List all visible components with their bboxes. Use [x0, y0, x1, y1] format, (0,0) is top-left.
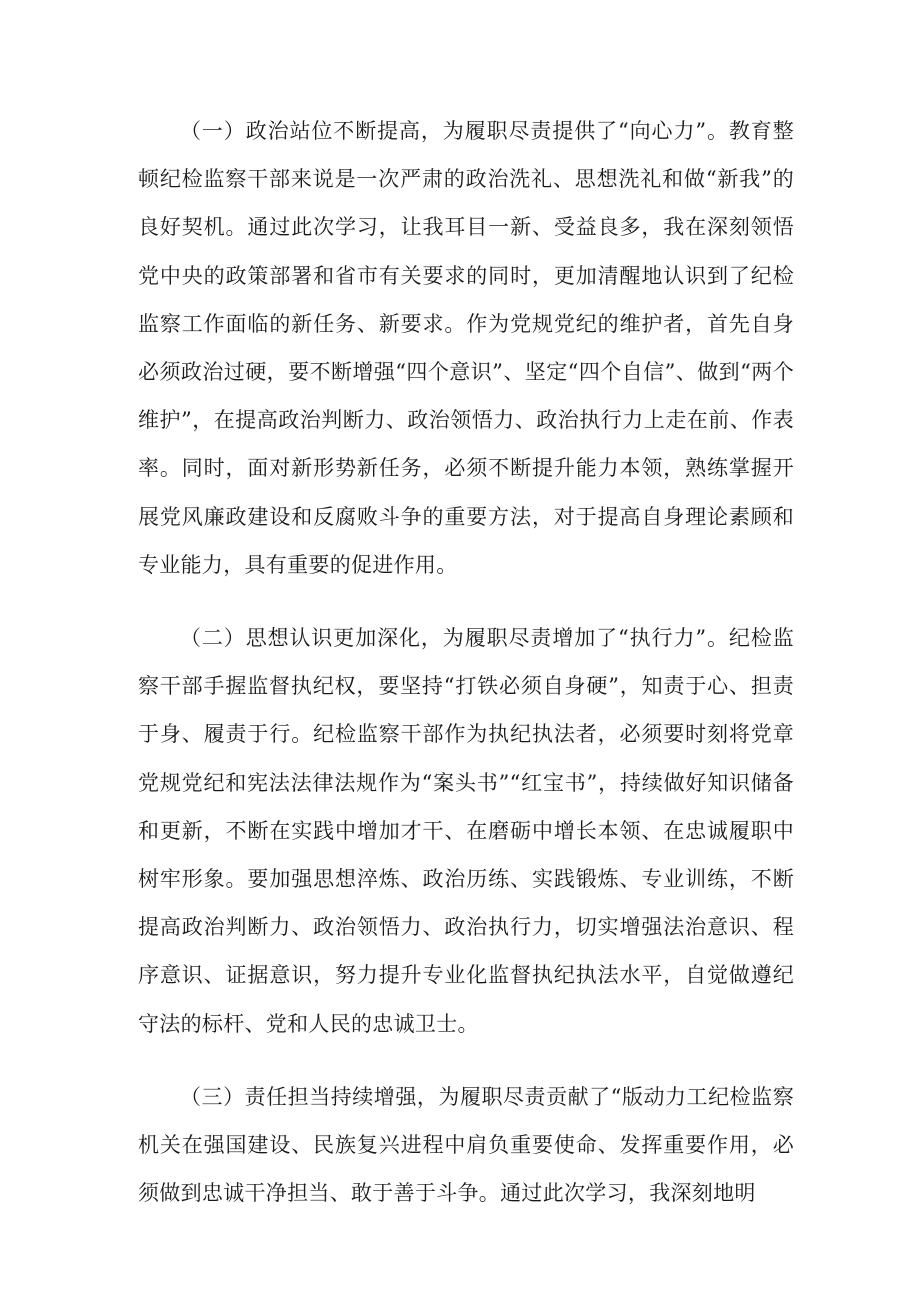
paragraph-2: （二）思想认识更加深化，为履职尽责增加了“执行力”。纪检监察干部手握监督执纪权，要坚持“打铁必须自身硬”，知责于心、担责于身、履责于行。纪检监察干部作为执纪执法者，必须要时刻将党章党规党纪和宪法法律法规作为“案头书”“红宝书”，持续做好知识储备和更新，不断在实践中增加才干、在磨砺中增长本领、在忠诚履职中树牢形象。要加强思想淬炼、政治历练、实践锻炼、专业训练，不断提高政治判断力、政治领悟力、政治执行力，切实增强法治意识、程序意识、证据意识，努力提升专业化监督执纪执法水平，自觉做遵纪守法的标杆、党和人民的忠诚卫士。 [138, 626, 794, 1036]
paragraph-3: （三）责任担当持续增强，为履职尽责贡献了“版动力工纪检监察机关在强国建设、民族复兴进程中肩负重要使命、发挥重要作用，必须做到忠诚干净担当、敢于善于斗争。通过此次学习，我深刻地明 [138, 1084, 794, 1206]
document-body [138, 107, 794, 1242]
paragraph-1: （一）政治站位不断提高，为履职尽责提供了“向心力”。教育整顿纪检监察干部来说是一次严肃的政治洗礼、思想洗礼和做“新我”的良好契机。通过此次学习，让我耳目一新、受益良多，我在深刻领悟党中央的政策部署和省市有关要求的同时，更加清醒地认识到了纪检监察工作面临的新任务、新要求。作为党规党纪的维护者，首先自身必须政治过硬，要不断增强“四个意识”、坚定“四个自信”、做到“两个维护”，在提高政治判断力、政治领悟力、政治执行力上走在前、作表率。同时，面对新形势新任务，必须不断提升能力本领，熟练掌握开展党风廉政建设和反腐败斗争的重要方法，对于提高自身理论素顾和专业能力，具有重要的促进作用。 [138, 119, 794, 577]
